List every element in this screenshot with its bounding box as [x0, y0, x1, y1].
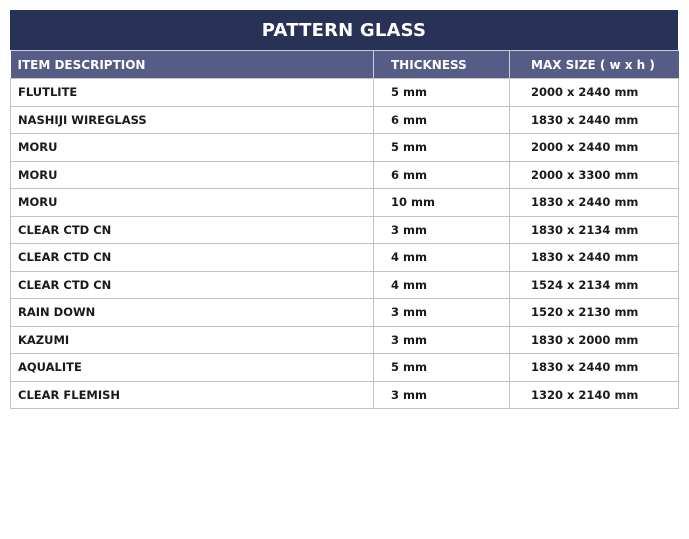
- cell-description: NASHIJI WIREGLASS: [11, 106, 374, 134]
- cell-thickness: 6 mm: [374, 106, 510, 134]
- cell-max-size: 2000 x 3300 mm: [510, 161, 679, 189]
- cell-max-size: 2000 x 2440 mm: [510, 79, 679, 107]
- cell-max-size: 1830 x 2440 mm: [510, 244, 679, 272]
- cell-thickness: 3 mm: [374, 299, 510, 327]
- table-row: [11, 161, 679, 189]
- cell-thickness: 6 mm: [374, 161, 510, 189]
- cell-thickness: 3 mm: [374, 216, 510, 244]
- table-row: [11, 299, 679, 327]
- cell-thickness: 4 mm: [374, 244, 510, 272]
- cell-description: KAZUMI: [11, 326, 374, 354]
- cell-thickness: 5 mm: [374, 134, 510, 162]
- column-header-max-size: MAX SIZE ( w x h ): [510, 51, 679, 79]
- table-row: [11, 106, 679, 134]
- cell-max-size: 1830 x 2440 mm: [510, 189, 679, 217]
- header-row: [11, 51, 679, 79]
- cell-thickness: 10 mm: [374, 189, 510, 217]
- table-row: [11, 326, 679, 354]
- table-title: PATTERN GLASS: [10, 10, 678, 50]
- cell-thickness: 3 mm: [374, 326, 510, 354]
- column-header-description: ITEM DESCRIPTION: [11, 51, 374, 79]
- cell-description: CLEAR CTD CN: [11, 216, 374, 244]
- cell-thickness: 4 mm: [374, 271, 510, 299]
- cell-max-size: 1830 x 2134 mm: [510, 216, 679, 244]
- cell-max-size: 1320 x 2140 mm: [510, 381, 679, 409]
- table-row: [11, 216, 679, 244]
- cell-max-size: 2000 x 2440 mm: [510, 134, 679, 162]
- cell-description: RAIN DOWN: [11, 299, 374, 327]
- column-header-thickness: THICKNESS: [374, 51, 510, 79]
- cell-description: CLEAR CTD CN: [11, 271, 374, 299]
- table-row: [11, 79, 679, 107]
- cell-description: AQUALITE: [11, 354, 374, 382]
- cell-description: MORU: [11, 161, 374, 189]
- cell-description: CLEAR CTD CN: [11, 244, 374, 272]
- pattern-glass-table: [10, 10, 678, 409]
- cell-thickness: 5 mm: [374, 354, 510, 382]
- spec-table: [10, 50, 679, 409]
- cell-description: MORU: [11, 189, 374, 217]
- cell-description: CLEAR FLEMISH: [11, 381, 374, 409]
- cell-thickness: 5 mm: [374, 79, 510, 107]
- cell-description: MORU: [11, 134, 374, 162]
- table-row: [11, 381, 679, 409]
- cell-thickness: 3 mm: [374, 381, 510, 409]
- cell-max-size: 1830 x 2440 mm: [510, 106, 679, 134]
- table-row: [11, 244, 679, 272]
- table-row: [11, 271, 679, 299]
- table-row: [11, 354, 679, 382]
- table-row: [11, 134, 679, 162]
- cell-description: FLUTLITE: [11, 79, 374, 107]
- cell-max-size: 1524 x 2134 mm: [510, 271, 679, 299]
- cell-max-size: 1830 x 2000 mm: [510, 326, 679, 354]
- cell-max-size: 1830 x 2440 mm: [510, 354, 679, 382]
- table-row: [11, 189, 679, 217]
- cell-max-size: 1520 x 2130 mm: [510, 299, 679, 327]
